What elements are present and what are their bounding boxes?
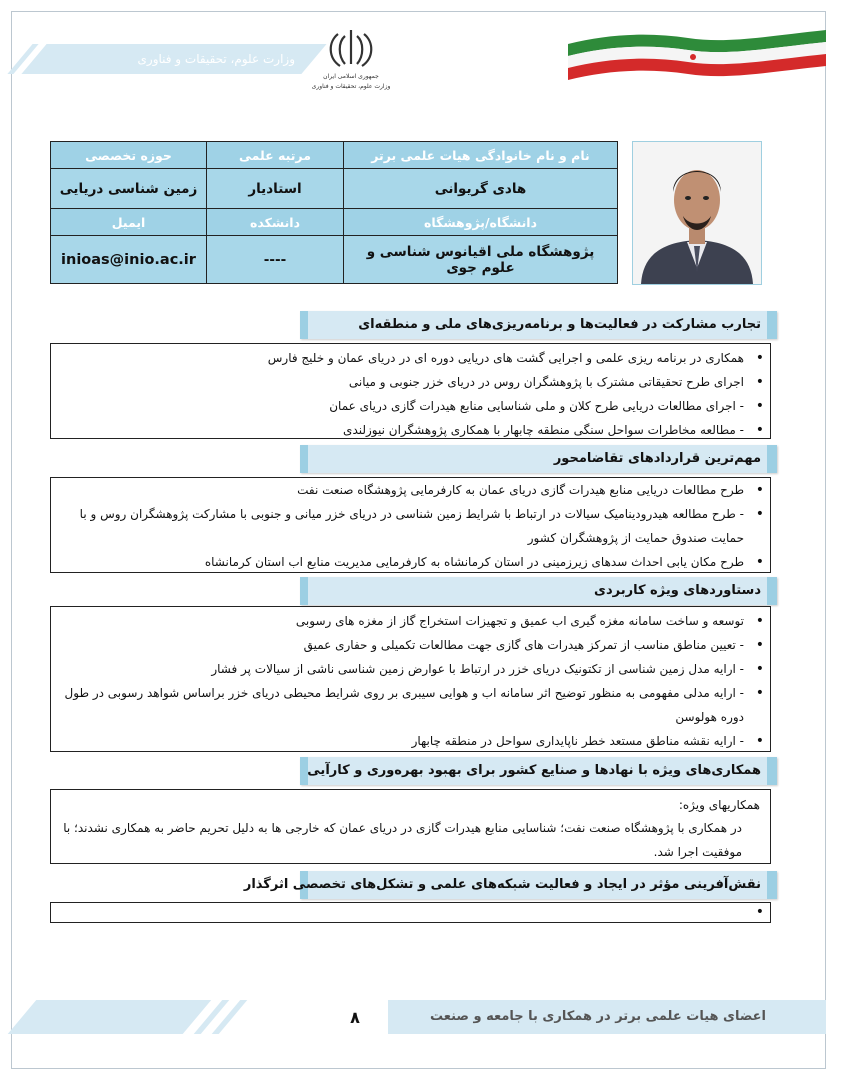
faculty-header: دانشکده — [207, 209, 344, 236]
iran-flag-ribbon — [568, 24, 826, 80]
footer-title-bar — [388, 1000, 826, 1034]
list-item: • - ارایه مدل زمین شناسی از تکتونیک دریای خزر در ارتباط با عوارض زمین شناسی ناشی از سیالات پر فشار — [61, 657, 744, 681]
emblem-caption-1: جمهوری اسلامی ایران — [323, 73, 379, 80]
emblem-caption-2: وزارت علوم، تحقیقات و فناوری — [311, 83, 391, 90]
email-value: inioas@inio.ac.ir — [51, 236, 207, 284]
list-item: • طرح مطالعات دریایی منابع هیدرات گازی دریای عمان به کارفرمایی پژوهشگاه صنعت نفت — [61, 478, 744, 502]
institute-value: پژوهشگاه ملی اقیانوس شناسی و علوم جوی — [344, 236, 618, 284]
profile-info-table — [50, 141, 618, 284]
networks-box — [50, 902, 771, 923]
section-title-bar — [300, 311, 777, 339]
list-item: • - ارایه نقشه مناطق مستعد خطر ناپایداری سواحل در منطقه چابهار — [61, 729, 744, 753]
table-row — [51, 169, 618, 209]
list-item: • - ارایه مدلی مفهومی به منظور توضیح اثر سامانه اب و هوایی سیبری بر روی شرایط محیطی دریای خزر براساس شواهد رسوبی در طول دوره هولوسن — [61, 681, 744, 729]
national-activities-box — [50, 343, 771, 439]
section-title-bar — [300, 577, 777, 605]
collaborations-box — [50, 789, 771, 864]
table-row — [51, 236, 618, 284]
collaborations-label: همکاریهای ویژه: — [678, 798, 760, 812]
collaborations-text: در همکاری با پژوهشگاه صنعت نفت؛ شناسایی منابع هیدرات گازی در دریای عمان که خارجی ها به دلیل تحریم حاضر به همکاری نشدند؛ با موفقیت اجرا شد. — [63, 821, 742, 859]
list-item: • اجرای طرح تحقیقاتی مشترک با پژوهشگران روس در دریای خزر جنوبی و میانی — [61, 370, 744, 394]
list-item: • طرح مکان یابی احداث سدهای زیرزمینی در استان کرمانشاه به کارفرمایی مدیریت منابع اب استان کرمانشاه — [61, 550, 744, 574]
list-item: • - تعیین مناطق مناسب از تمرکز هیدرات های گازی جهت مطالعات تکمیلی و حفاری عمیق — [61, 633, 744, 657]
section-title-bar — [300, 445, 777, 473]
section-title-bar — [243, 871, 777, 899]
page-number: ۸ — [350, 1008, 360, 1027]
table-header-row — [51, 142, 618, 169]
ministry-title: وزارت علوم، تحقیقات و فناوری — [137, 52, 295, 66]
list-item: • - اجرای مطالعات دریایی طرح کلان و ملی شناسایی منابع هیدرات گازی دریای عمان — [61, 394, 744, 418]
field-header: حوزه تخصصی — [51, 142, 207, 169]
footer-band — [12, 1000, 252, 1034]
iran-emblem-logo — [311, 24, 391, 96]
email-header: ایمیل — [51, 209, 207, 236]
list-item-empty — [61, 903, 744, 922]
rank-header: مرتبه علمی — [207, 142, 344, 169]
section-title-bar — [300, 757, 777, 785]
field-value: زمین شناسی دریایی — [51, 169, 207, 209]
section-title-networks: نقش‌آفرینی مؤثر در ایجاد و فعالیت شبکه‌های علمی و تشکل‌های تخصصی اثرگذار — [243, 877, 761, 892]
rank-value: استادیار — [207, 169, 344, 209]
profile-photo — [632, 141, 762, 285]
list-item: • همکاری در برنامه ریزی علمی و اجرایی گشت های دریایی دوره ای در دریای عمان و خلیج فارس — [61, 346, 744, 370]
contracts-box — [50, 477, 771, 573]
section-title-contracts: مهم‌ترین قراردادهای تقاضامحور — [553, 451, 761, 466]
section-title-collaborations: همکاری‌های ویژه با نهادها و صنایع کشور برای بهبود بهره‌وری و کارآیی — [307, 763, 761, 778]
list-item: • - مطالعه مخاطرات سواحل سنگی منطقه چابهار با همکاری پژوهشگران نیوزلندی — [61, 418, 744, 442]
section-title-achievements: دستاوردهای ویژه کاربردی — [594, 583, 761, 598]
list-item: • - طرح مطالعه هیدرودینامیک سیالات در ارتباط با شرایط زمین شناسی در دریای خزر میانی و جنوبی با مشارکت پژوهشگران روس و با حمایت صندوق حمایت از پژوهشگران کشور — [61, 502, 744, 550]
achievements-box — [50, 606, 771, 752]
faculty-value: ---- — [207, 236, 344, 284]
name-header: نام و نام خانوادگی هیات علمی برتر — [344, 142, 618, 169]
section-title-national-activities: تجارب مشارکت در فعالیت‌ها و برنامه‌ریزی‌های ملی و منطقه‌ای — [358, 317, 761, 332]
name-value: هادی گریوانی — [344, 169, 618, 209]
footer-title: اعضای هیات علمی برتر در همکاری با جامعه و صنعت — [430, 1009, 766, 1024]
list-item: • توسعه و ساخت سامانه مغزه گیری اب عمیق و تجهیزات استخراج گاز از مغزه های رسوبی — [61, 609, 744, 633]
institute-header: دانشگاه/پژوهشگاه — [344, 209, 618, 236]
table-header-row — [51, 209, 618, 236]
